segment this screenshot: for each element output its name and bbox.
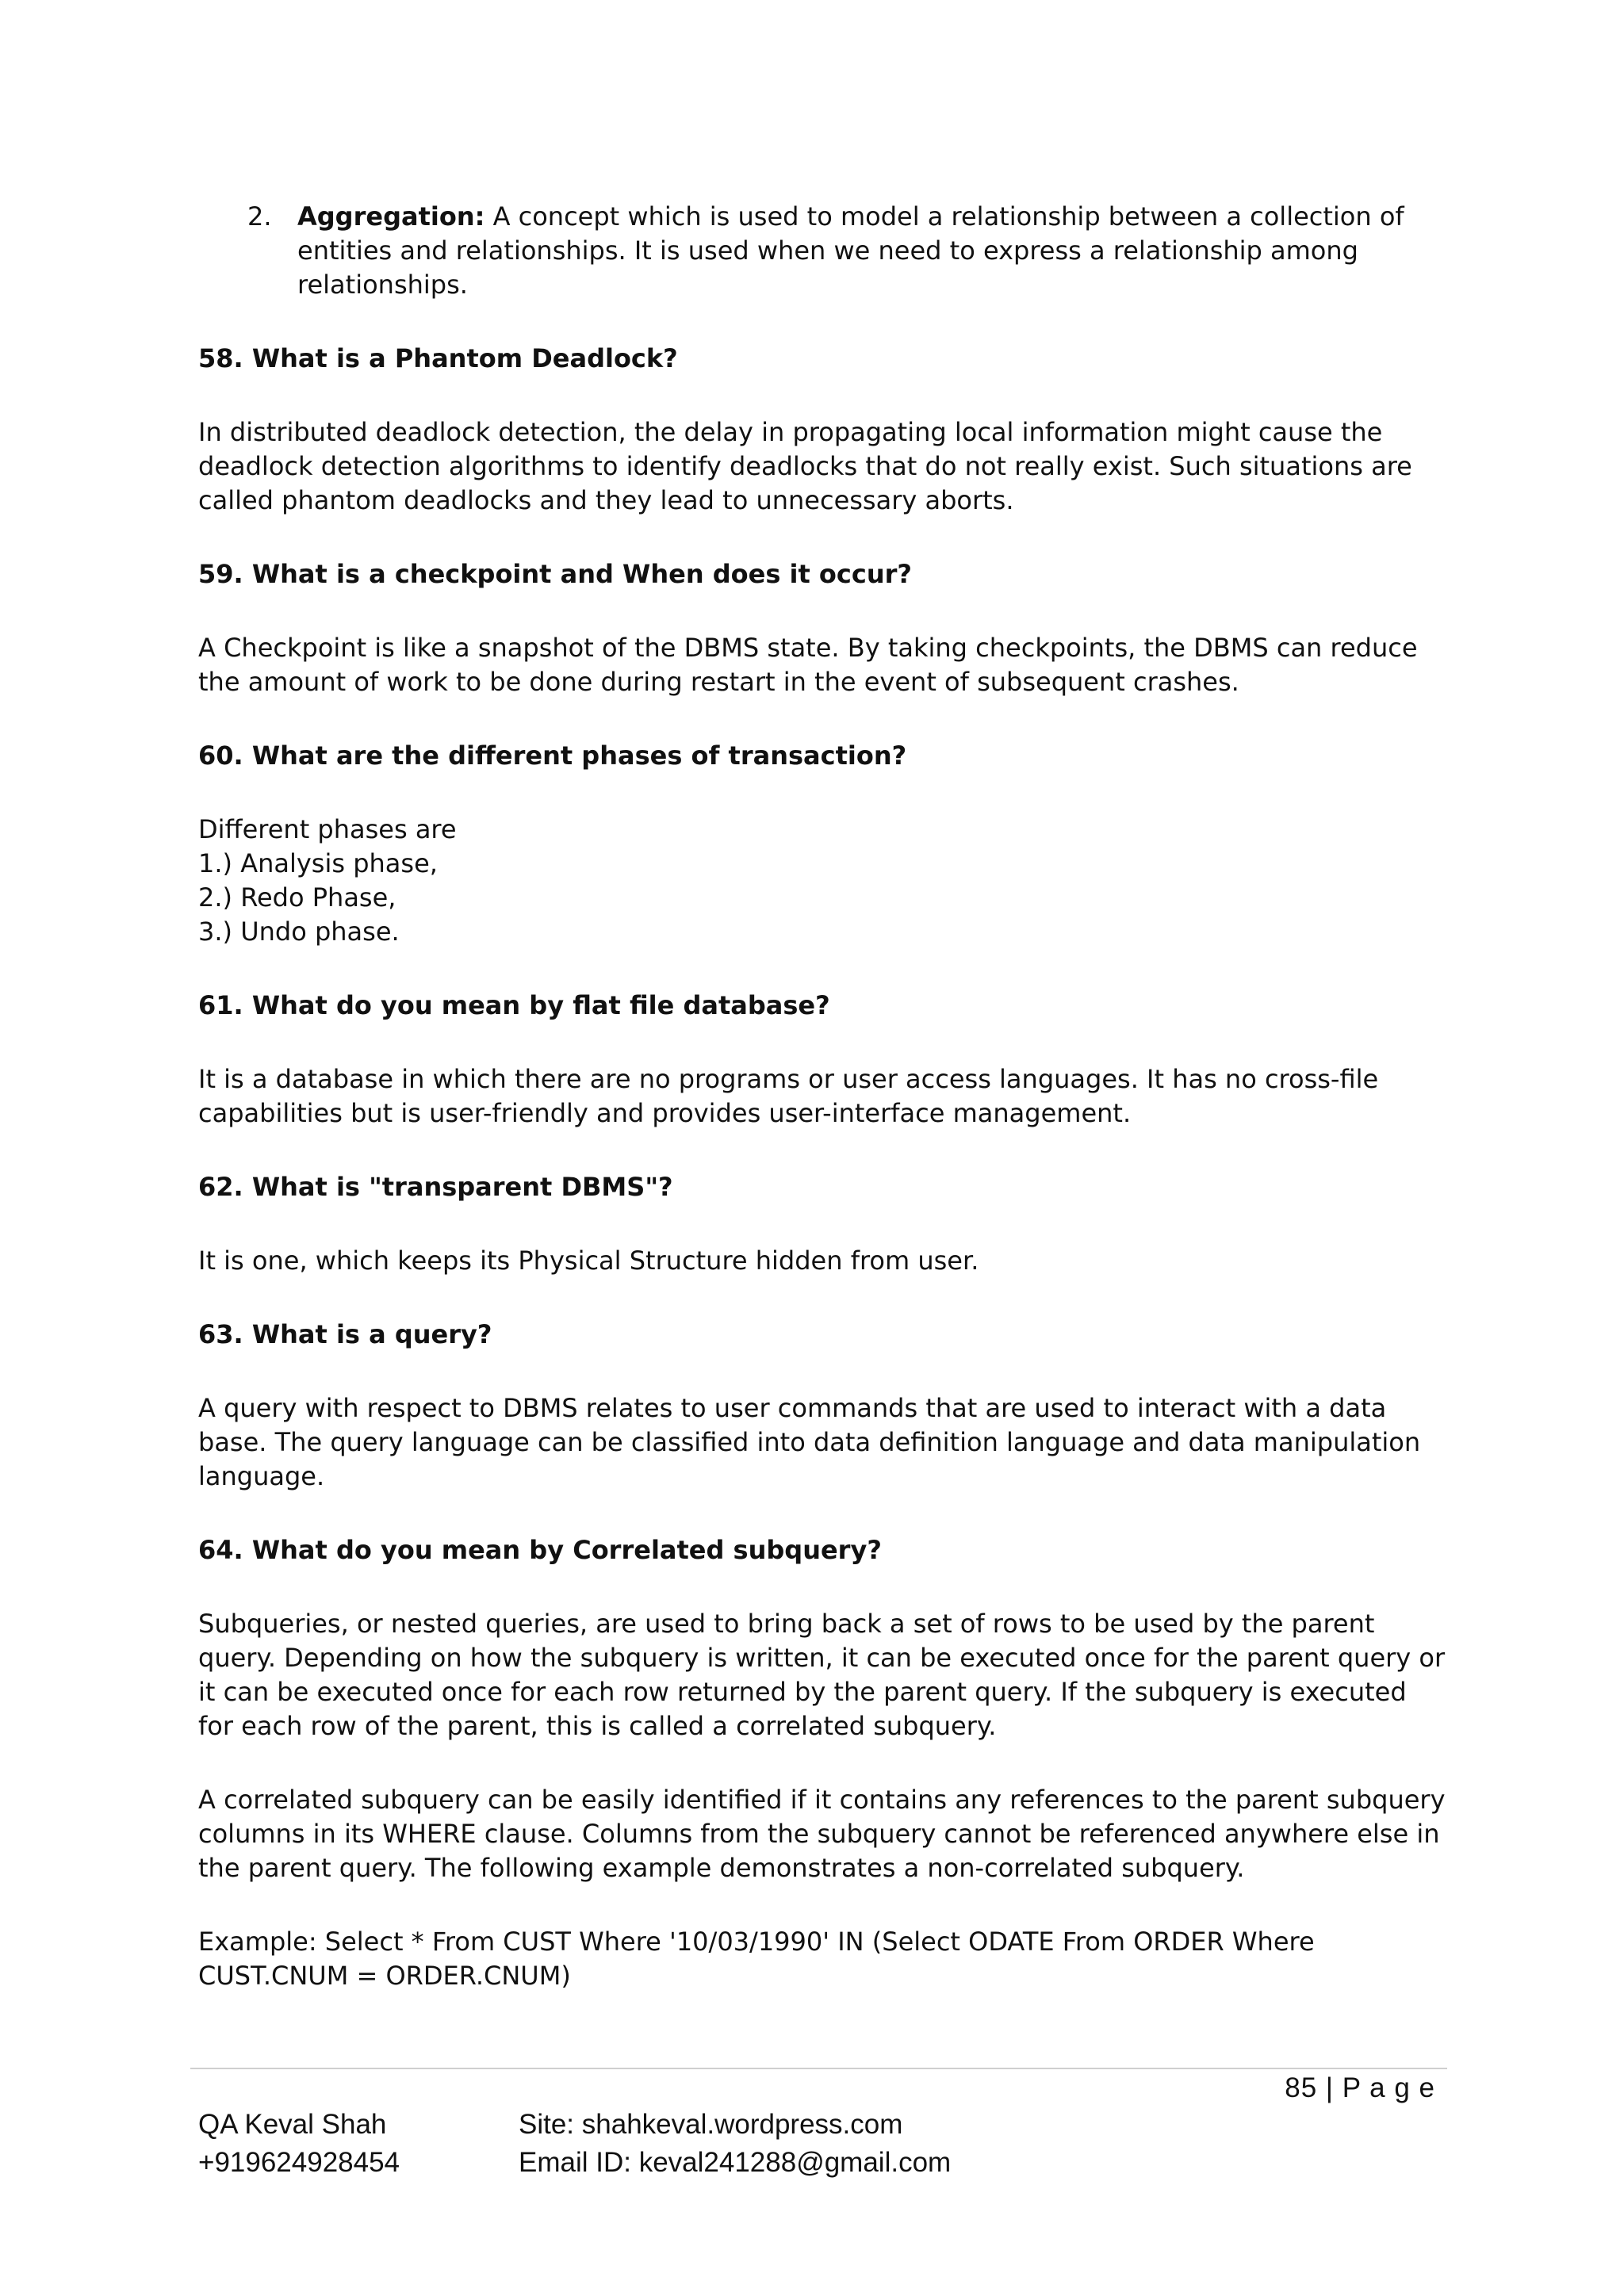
aggregation-term: Aggregation:: [297, 201, 485, 232]
aggregation-list-item: [198, 200, 1447, 302]
answer-63: A query with respect to DBMS relates to user commands that are used to interact with a data base. The query language can be classified into data definition language and data manipulation language.: [198, 1393, 1421, 1491]
answer-62: It is one, which keeps its Physical Structure hidden from user.: [198, 1246, 979, 1276]
footer-contact-block: [519, 2106, 951, 2182]
aggregation-definition: A concept which is used to model a relationship between a collection of entities and relationships. It is used when we need to express a relationship among relationships.: [297, 201, 1404, 300]
footer-author-block: [198, 2106, 400, 2182]
question-60: 60. What are the different phases of transaction?: [198, 740, 907, 771]
footer-divider: [190, 2068, 1447, 2069]
question-61: 61. What do you mean by flat file database?: [198, 990, 830, 1020]
question-62: 62. What is "transparent DBMS"?: [198, 1172, 673, 1202]
phase-item: 2.) Redo Phase,: [198, 882, 396, 913]
answer-58: In distributed deadlock detection, the delay in propagating local information might cause the deadlock detection algorithms to identify deadlocks that do not really exist. Such situations are called phantom deadlocks and they lead to unnecessary aborts.: [198, 417, 1412, 515]
answer-64-example: Example: Select * From CUST Where '10/03/1990' IN (Select ODATE From ORDER Where CUST.CNUM = ORDER.CNUM): [198, 1927, 1315, 1991]
question-59: 59. What is a checkpoint and When does it occur?: [198, 559, 912, 589]
answer-59: A Checkpoint is like a snapshot of the DBMS state. By taking checkpoints, the DBMS can reduce the amount of work to be done during restart in the event of subsequent crashes.: [198, 633, 1418, 697]
footer-email: Email ID: keval241288@gmail.com: [519, 2147, 952, 2178]
phases-intro: Different phases are: [198, 814, 457, 844]
footer-phone: +919624928454: [198, 2147, 400, 2178]
question-58: 58. What is a Phantom Deadlock?: [198, 343, 678, 373]
list-number: 2.: [247, 201, 272, 232]
question-63: 63. What is a query?: [198, 1319, 492, 1349]
answer-64-paragraph-2: A correlated subquery can be easily identified if it contains any references to the parent subquery columns in its WHERE clause. Columns from the subquery cannot be referenced anywhere else in the parent query. The following example demonstrates a non-correlated subquery.: [198, 1785, 1446, 1883]
footer-site: Site: shahkeval.wordpress.com: [519, 2109, 903, 2140]
phase-item: 3.) Undo phase.: [198, 916, 400, 947]
question-64: 64. What do you mean by Correlated subquery?: [198, 1535, 882, 1565]
page-number: 85 | P a g e: [1285, 2072, 1435, 2103]
phase-item: 1.) Analysis phase,: [198, 848, 438, 878]
answer-64-paragraph-1: Subqueries, or nested queries, are used to bring back a set of rows to be used by the parent query. Depending on how the subquery is written, it can be executed once for the parent query or it can be executed once for each row returned by the parent query. If the subquery is executed for each row of the parent, this is called a correlated subquery.: [198, 1609, 1446, 1741]
page-content: [198, 200, 1447, 2033]
phases-list: [198, 813, 1447, 949]
answer-61: It is a database in which there are no programs or user access languages. It has no cross-file capabilities but is user-friendly and provides user-interface management.: [198, 1064, 1379, 1128]
footer-author: QA Keval Shah: [198, 2109, 387, 2140]
